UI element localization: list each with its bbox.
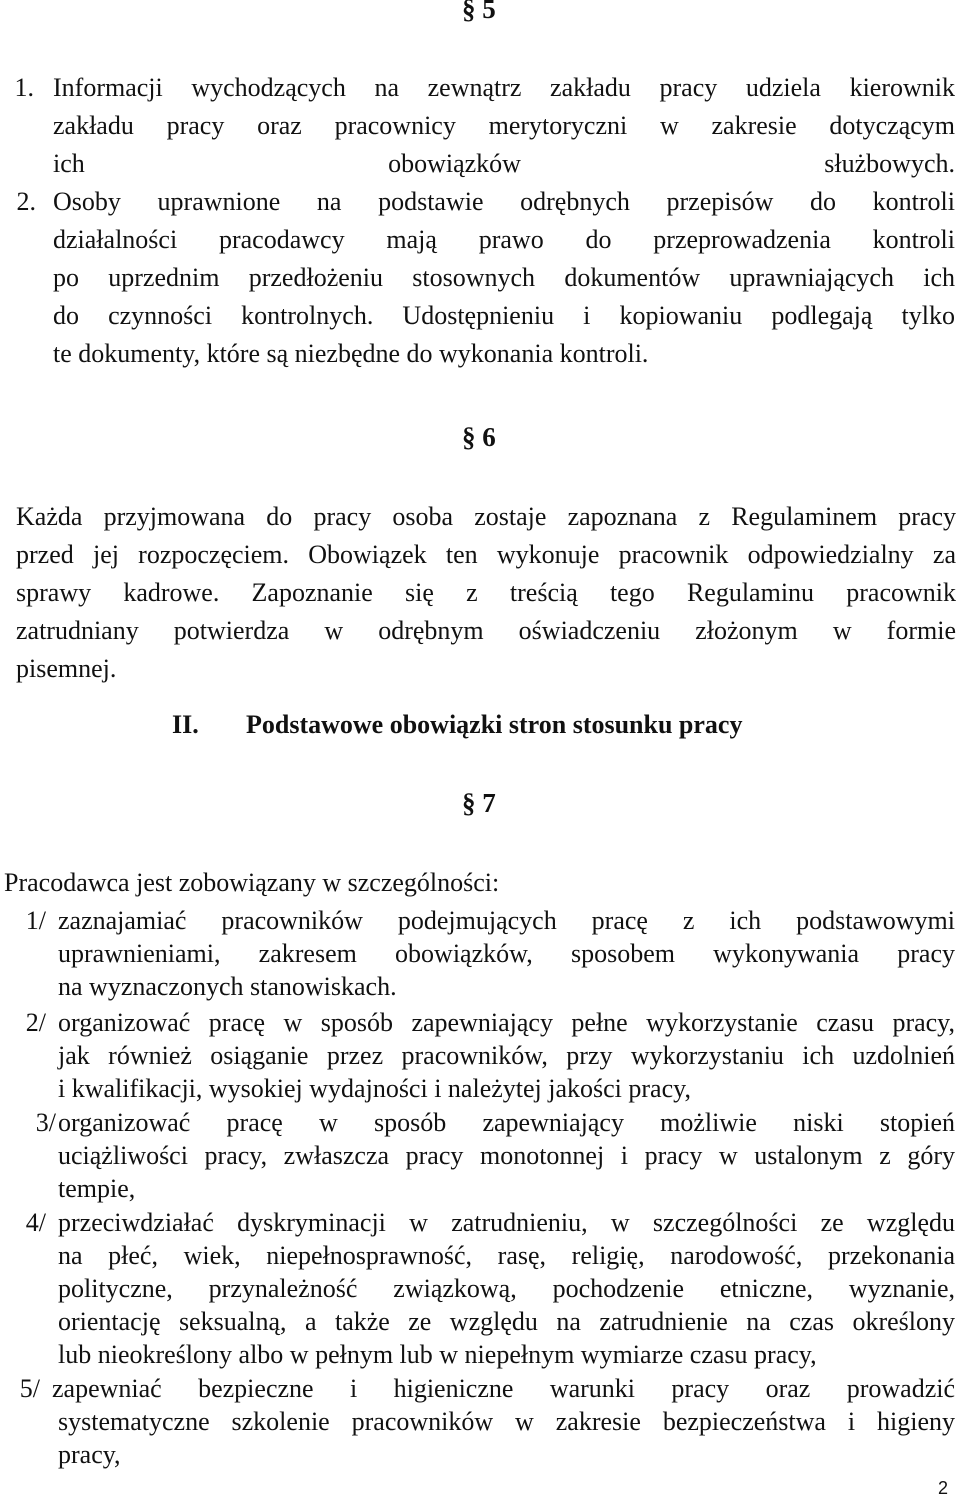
text-line: do czynności kontrolnych. Udostępnieniu i kopiowaniu podlegają tylko <box>53 301 955 330</box>
text-line: Każda przyjmowana do pracy osoba zostaje zapoznana z Regulaminem pracy <box>16 502 956 531</box>
text-line: i kwalifikacji, wysokiej wydajności i należytej jakości pracy, <box>58 1074 691 1103</box>
text-line: zakładu pracy oraz pracownicy merytoryczni w zakresie dotyczącym <box>53 111 955 140</box>
text-line: zaznajamiać pracowników podejmujących pracę z ich podstawowymi <box>58 906 955 935</box>
list-number: 2. <box>16 187 36 216</box>
text-line: tempie, <box>58 1174 136 1203</box>
list-item-text <box>58 904 955 1003</box>
list-item-text <box>58 1206 955 1371</box>
page-number: 2 <box>938 1478 949 1498</box>
list-item-text <box>58 1106 955 1205</box>
section-heading-6: § 6 <box>462 422 496 452</box>
text-line: organizować pracę w sposób zapewniający pełne wykorzystanie czasu pracy, <box>58 1008 955 1037</box>
list-number: 4/ <box>25 1208 46 1237</box>
text-line: na płeć, wiek, niepełnosprawność, rasę, religię, narodowość, przekonania <box>58 1241 955 1270</box>
intro-text: Pracodawca jest zobowiązany w szczególności: <box>4 868 500 897</box>
text-line: jak również osiąganie przez pracowników, przy wykorzystaniu ich uzdolnień <box>58 1041 955 1070</box>
text-line: zapewniać bezpieczne i higieniczne warunki pracy oraz prowadzić <box>52 1374 955 1403</box>
text-line: orientację seksualną, a także ze względu na zatrudnienie na czas określony <box>58 1307 955 1336</box>
text-line: na wyznaczonych stanowiskach. <box>58 972 397 1001</box>
list-item-text <box>58 1006 955 1105</box>
paragraph <box>16 498 956 688</box>
list-number: 2/ <box>25 1008 46 1037</box>
text-line: Osoby uprawnione na podstawie odrębnych przepisów do kontroli <box>53 187 955 216</box>
text-line: uciążliwości pracy, zwłaszcza pracy monotonnej i pracy w ustalonym z góry <box>58 1141 955 1170</box>
text-line: organizować pracę w sposób zapewniający możliwie niski stopień <box>58 1108 955 1137</box>
section-heading-5: § 5 <box>462 0 496 24</box>
list-item-text <box>52 1372 955 1471</box>
text-line: pisemnej. <box>16 654 117 683</box>
text-line: systematyczne szkolenie pracowników w zakresie bezpieczeństwa i higieny <box>58 1407 955 1436</box>
list-item-text <box>53 183 955 373</box>
text-line: sprawy kadrowe. Zapoznanie się z treścią tego Regulaminu pracownik <box>16 578 956 607</box>
text-line: przeciwdziałać dyskryminacji w zatrudnieniu, w szczególności ze względu <box>58 1208 955 1237</box>
text-line: te dokumenty, które są niezbędne do wykonania kontroli. <box>53 339 649 368</box>
list-number: 1. <box>14 73 34 102</box>
text-line: polityczne, przynależność związkową, pochodzenie etniczne, wyznanie, <box>58 1274 955 1303</box>
text-line: zatrudniany potwierdza w odrębnym oświadczeniu złożonym w formie <box>16 616 956 645</box>
text-line: Informacji wychodzących na zewnątrz zakładu pracy udziela kierownik <box>53 73 955 102</box>
chapter-title: Podstawowe obowiązki stron stosunku pracy <box>246 710 743 739</box>
list-number: 3/ <box>35 1108 56 1137</box>
text-line: uprawnieniami, zakresem obowiązków, sposobem wykonywania pracy <box>58 939 955 968</box>
chapter-number: II. <box>172 710 199 739</box>
text-line: ich obowiązków służbowych. <box>53 149 955 178</box>
text-line: po uprzednim przedłożeniu stosownych dokumentów uprawniających ich <box>53 263 955 292</box>
text-line: pracy, <box>58 1440 121 1469</box>
list-number: 1/ <box>25 906 46 935</box>
list-number: 5/ <box>19 1374 40 1403</box>
text-line: przed jej rozpoczęciem. Obowiązek ten wykonuje pracownik odpowiedzialny za <box>16 540 956 569</box>
section-heading-7: § 7 <box>462 788 496 818</box>
text-line: działalności pracodawcy mają prawo do przeprowadzenia kontroli <box>53 225 955 254</box>
list-item-text <box>53 69 955 183</box>
text-line: lub nieokreślony albo w pełnym lub w niepełnym wymiarze czasu pracy, <box>58 1340 817 1369</box>
